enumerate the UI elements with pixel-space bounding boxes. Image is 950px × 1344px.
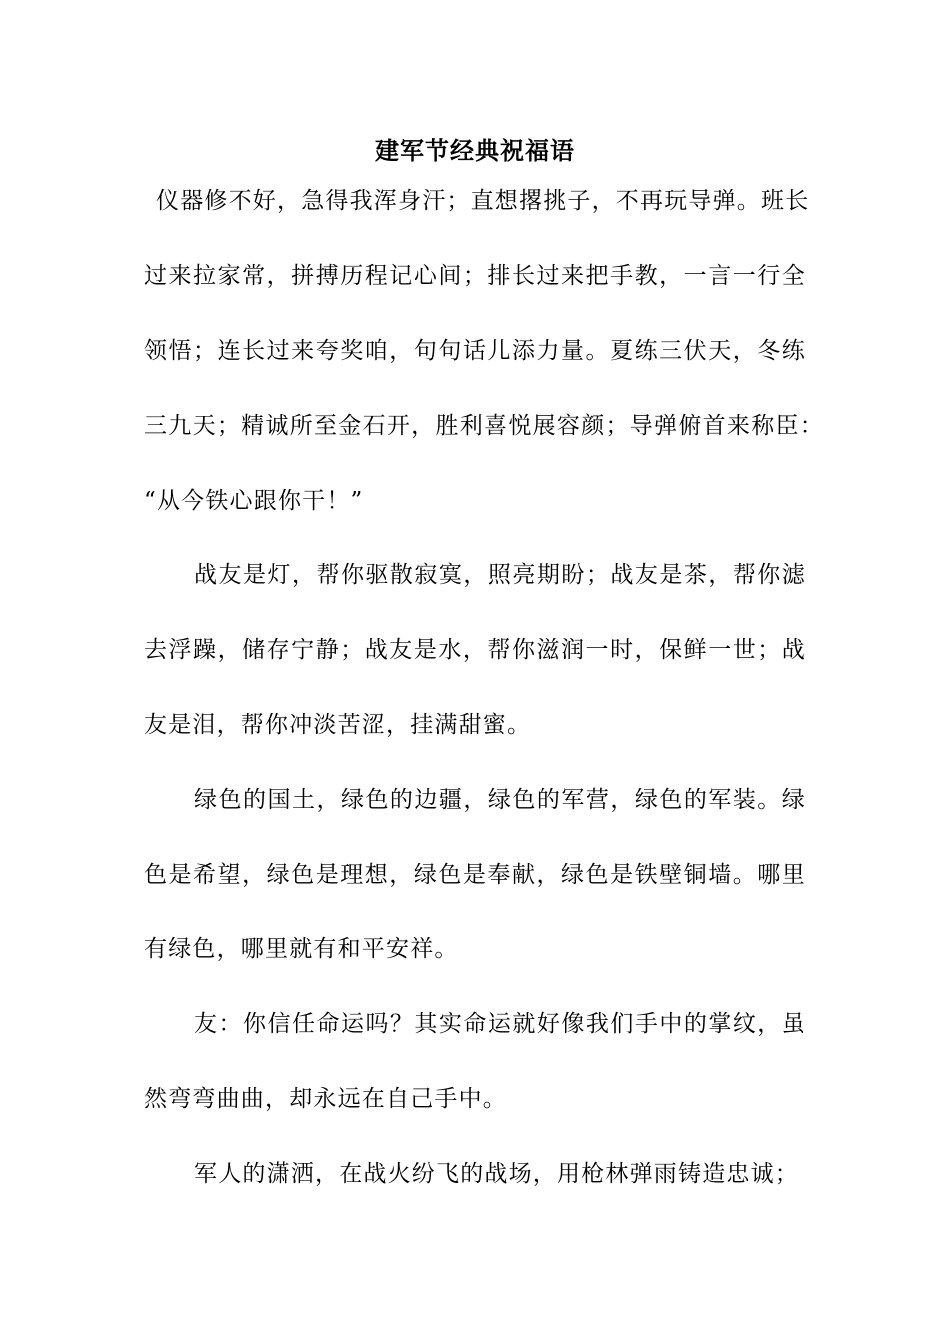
document-title: 建军节经典祝福语 (375, 136, 575, 165)
text-line: 然弯弯曲曲，却永远在自己手中。 (144, 1086, 507, 1112)
text-line: 过来拉家常，拼搏历程记心间；排长过来把手教，一言一行全 (144, 263, 806, 289)
text-line: 去浮躁，储存宁静；战友是水，帮你滋润一时，保鲜一世；战 (144, 637, 806, 663)
text-line: 有绿色，哪里就有和平安祥。 (144, 936, 459, 962)
text-line: 领悟；连长过来夸奖咱，句句话儿添力量。夏练三伏天，冬练 (144, 338, 806, 364)
text-line: 仪器修不好，急得我浑身汗；直想撂挑子，不再玩导弹。班长 (156, 188, 810, 214)
text-line: 三九天；精诚所至金石开，胜利喜悦展容颜；导弹俯首来称臣： (144, 413, 824, 439)
text-line: 友：你信任命运吗？其实命运就好像我们手中的掌纹，虽 (194, 1011, 806, 1037)
text-line: “从今铁心跟你干！” (144, 488, 364, 514)
text-line: 友是泪，帮你冲淡苦涩，挂满甜蜜。 (144, 712, 532, 738)
text-line: 军人的潇洒，在战火纷飞的战场，用枪林弹雨铸造忠诚； (194, 1161, 799, 1187)
text-line: 色是希望，绿色是理想，绿色是奉献，绿色是铁壁铜墙。哪里 (144, 862, 806, 888)
text-line: 战友是灯，帮你驱散寂寞，照亮期盼；战友是茶，帮你滤 (194, 562, 806, 588)
text-line: 绿色的国土，绿色的边疆，绿色的军营，绿色的军装。绿 (194, 787, 806, 813)
